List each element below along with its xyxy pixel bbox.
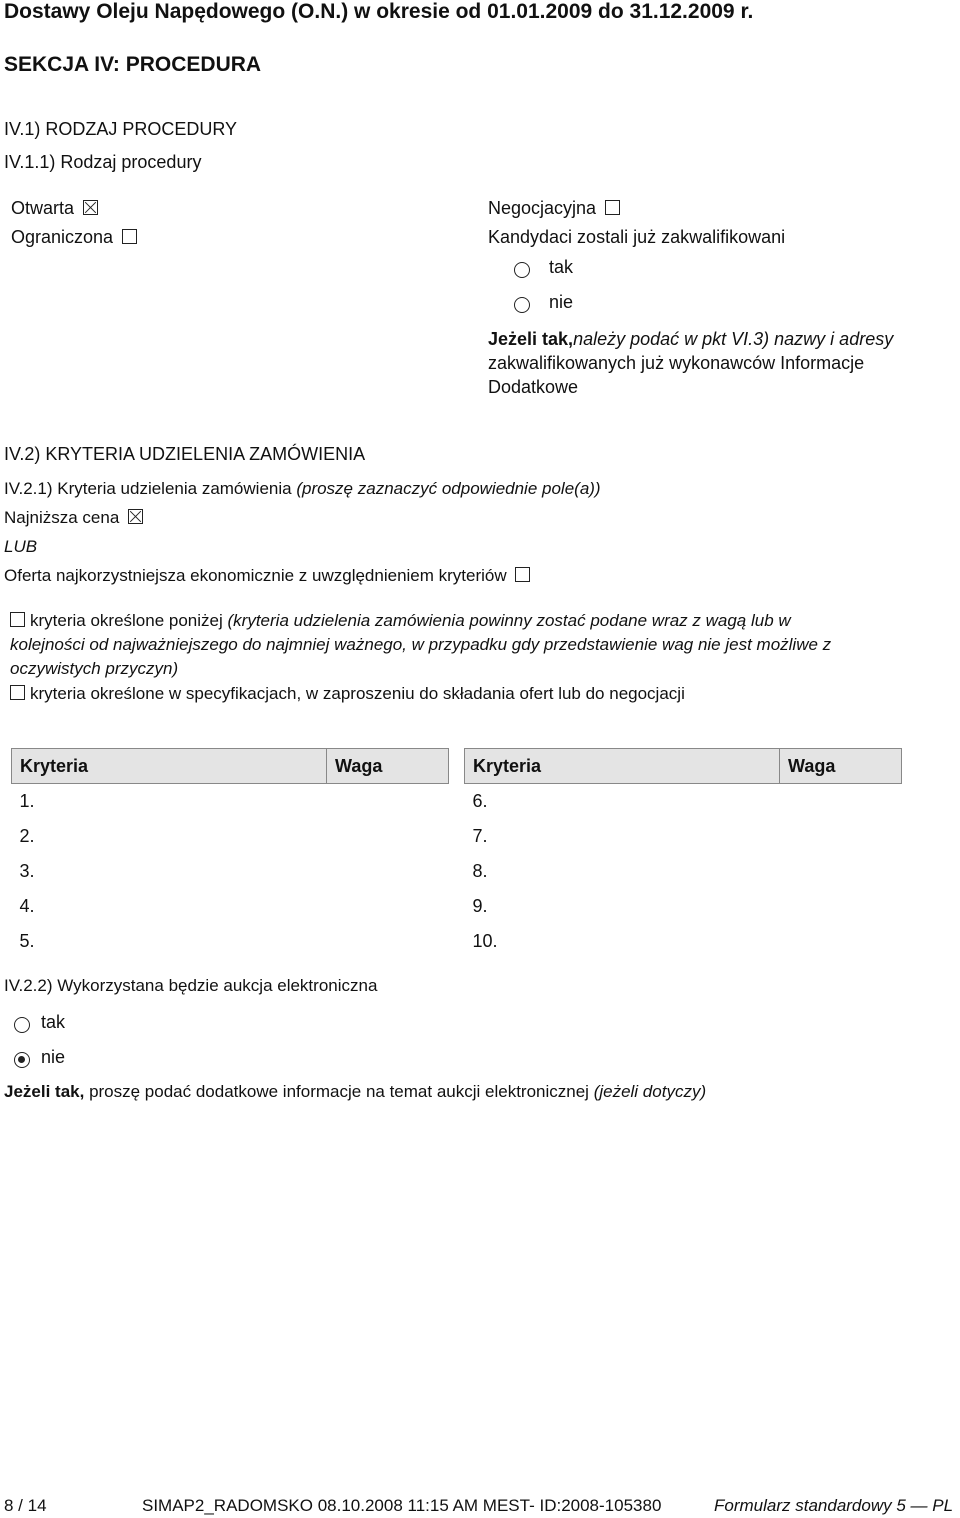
option-open (11, 198, 98, 219)
criteria-table-right (464, 748, 902, 959)
table-row (465, 889, 902, 924)
award-subheading-label: IV.2.1) Kryteria udzielenia zamówienia (4, 479, 292, 498)
document-id: SIMAP2_RADOMSKO 08.10.2008 11:15 AM MEST- ID:2008-105380 (142, 1496, 662, 1515)
criteria-number: 5. (19, 931, 35, 951)
auction-no-label: nie (41, 1047, 66, 1067)
award-subheading-note: (proszę zaznaczyć odpowiednie pole(a)) (296, 479, 601, 498)
criteria-below-option (10, 609, 945, 681)
criteria-number: 8. (472, 861, 488, 881)
qualified-note-italic: należy podać w pkt VI.3) nazwy i adresy (573, 329, 894, 349)
criteria-number: 6. (472, 791, 488, 811)
lowest-price-option (4, 508, 143, 528)
auction-note-bold: Jeżeli tak, (4, 1082, 85, 1101)
criteria-column-header: Kryteria (465, 749, 780, 784)
meat-checkbox[interactable] (515, 567, 530, 582)
criteria-below-note2: kolejności od najważniejszego do najmniej ważnego, w przypadku gdy przedstawienie wag nie jest możliwe z (10, 635, 832, 654)
criteria-number: 7. (472, 826, 488, 846)
criteria-number: 3. (19, 861, 35, 881)
option-negotiated-checkbox[interactable] (605, 200, 620, 215)
procedure-subheading: IV.1.1) Rodzaj procedury (4, 152, 202, 172)
table-row (465, 819, 902, 854)
lowest-price-label: Najniższa cena (4, 508, 120, 527)
criteria-number: 1. (19, 791, 35, 811)
option-restricted (11, 227, 137, 248)
form-name: Formularz standardowy 5 — PL (714, 1496, 954, 1515)
section-title: SEKCJA IV: PROCEDURA (4, 53, 262, 76)
criteria-below-checkbox[interactable] (10, 612, 25, 627)
criteria-below-label: kryteria określone poniżej (30, 611, 223, 630)
table-row (12, 924, 449, 959)
qualified-no-label: nie (549, 292, 574, 312)
option-negotiated (488, 198, 620, 219)
or-label: LUB (4, 537, 38, 556)
table-row (465, 924, 902, 959)
table-row (12, 854, 449, 889)
criteria-number: 9. (472, 896, 488, 916)
table-row (465, 784, 902, 820)
award-subheading (4, 479, 601, 499)
criteria-number: 10. (472, 931, 498, 951)
option-open-label: Otwarta (11, 198, 75, 218)
option-restricted-checkbox[interactable] (122, 229, 137, 244)
qualified-yes-radio[interactable] (514, 262, 530, 278)
award-heading: IV.2) KRYTERIA UDZIELENIA ZAMÓWIENIA (4, 444, 366, 464)
option-negotiated-label: Negocjacyjna (488, 198, 597, 218)
auction-note-italic: (jeżeli dotyczy) (593, 1082, 707, 1101)
qualified-note-bold: Jeżeli tak, (488, 329, 574, 349)
option-restricted-label: Ograniczona (11, 227, 114, 247)
weight-column-header: Waga (780, 749, 902, 784)
qualified-note (488, 327, 893, 399)
qualified-note-line3: Dodatkowe (488, 377, 579, 397)
option-open-checkbox[interactable] (83, 200, 98, 215)
auction-note (4, 1082, 706, 1102)
table-row (12, 819, 449, 854)
qualified-question: Kandydaci zostali już zakwalifikowani (488, 227, 786, 247)
weight-column-header: Waga (327, 749, 449, 784)
auction-note-text: proszę podać dodatkowe informacje na temat aukcji elektronicznej (89, 1082, 589, 1101)
table-row (12, 784, 449, 820)
criteria-number: 4. (19, 896, 35, 916)
criteria-below-note: (kryteria udzielenia zamówienia powinny zostać podane wraz z wagą lub w (227, 611, 791, 630)
qualified-no-radio[interactable] (514, 297, 530, 313)
criteria-spec-checkbox[interactable] (10, 685, 25, 700)
auction-yes-label: tak (41, 1012, 66, 1032)
qualified-yes-label: tak (549, 257, 574, 277)
auction-heading: IV.2.2) Wykorzystana będzie aukcja elektroniczna (4, 976, 378, 995)
document-title: Dostawy Oleju Napędowego (O.N.) w okresie od 01.01.2009 do 31.12.2009 r. (4, 0, 754, 23)
procedure-heading: IV.1) RODZAJ PROCEDURY (4, 119, 238, 139)
auction-no-radio[interactable] (14, 1052, 30, 1068)
criteria-spec-option (10, 684, 685, 704)
auction-yes-radio[interactable] (14, 1017, 30, 1033)
criteria-table-left (11, 748, 449, 959)
table-row (12, 889, 449, 924)
criteria-below-note3: oczywistych przyczyn) (10, 659, 179, 678)
meat-option (4, 566, 530, 586)
criteria-column-header: Kryteria (12, 749, 327, 784)
criteria-number: 2. (19, 826, 35, 846)
page-number: 8 / 14 (4, 1496, 47, 1515)
lowest-price-checkbox[interactable] (128, 509, 143, 524)
qualified-note-line2: zakwalifikowanych już wykonawców Informacje (488, 353, 865, 373)
criteria-spec-label: kryteria określone w specyfikacjach, w zaproszeniu do składania ofert lub do negocjacji (30, 684, 685, 703)
meat-label: Oferta najkorzystniejsza ekonomicznie z uwzględnieniem kryteriów (4, 566, 507, 585)
table-row (465, 854, 902, 889)
